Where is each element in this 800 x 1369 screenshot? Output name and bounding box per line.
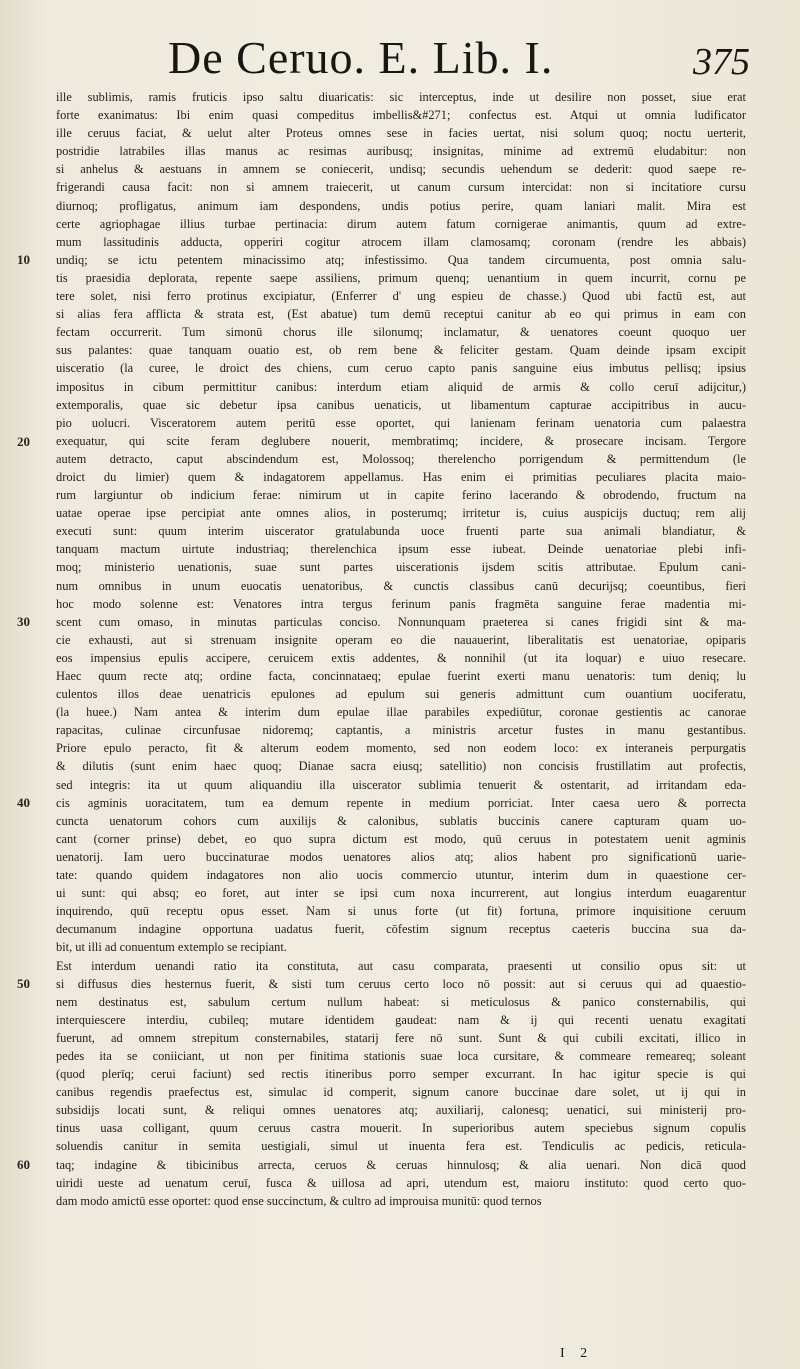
text-line: tis praesidia deplorata, repente saepe assiliens, primum quenq; uenantium in quem incurrit, cornu pe bbox=[56, 270, 746, 285]
line-number: 60 bbox=[17, 1157, 30, 1172]
text-line: moq; ministerio uenationis, suae sunt partes uiscerationis ijsdem scitis attributae. Epulum cani- bbox=[56, 560, 746, 575]
text-line: eos impensius epulis accipere, ceruicem extis addentes, & nonnihil (ut ita loquar) e uiuo resecare. bbox=[56, 650, 746, 665]
running-title: De Ceruo. E. Lib. I. bbox=[168, 32, 554, 83]
text-line: num omnibus in unum euocatis uenatoribus, & cunctis classibus canū decurijsq; coeuntibus, fieri bbox=[56, 578, 746, 593]
text-line: mum lassitudinis adducta, opperiri cogitur atrocem illam clamosamq; coronam (rendre les abbais) bbox=[56, 234, 746, 249]
text-line: ille sublimis, ramis fruticis ipso saltu diuaricatis: sic interceptus, inde ut desilire non posset, siue erat bbox=[56, 90, 746, 104]
text-line: fectam occurrerit. Tum simonū chorus ille silonumq; inclamatur, & uenatores coeunt quoquo uer bbox=[56, 325, 746, 340]
text-line: sed integris: ita ut quum aliquandiu illa uiscerator sublimia tenuerit & ostentarit, ad irritandam eda- bbox=[56, 777, 746, 792]
text-line: rum largiuntur ob indicium ferae: nimirum ut in capite ferino lacerando & obrodendo, fructum na bbox=[56, 488, 746, 503]
text-line: fuerunt, ad omnem strepitum consternabiles, statarij fere nō sunt. Sunt & qui cubili excitati, illico in bbox=[56, 1030, 746, 1045]
text-line: bit, ut illi ad conuentum extemplo se recipiant. bbox=[56, 940, 287, 955]
text-line: (la huee.) Nam antea & interim dum epulae illae parabiles expediūtur, coronae gestientis ac canorae bbox=[56, 705, 746, 720]
text-line: exequatur, qui scite feram deglubere nouerit, membratimq; incidere, & prosecare incisam. Tergore bbox=[56, 433, 746, 448]
text-line: & dilutis (sunt enim haec quoq; Dianae sacra eiusq; satellitio) non concisis frustillatim aut profectis, bbox=[56, 759, 746, 774]
text-line: soluendis canitur in semita uestigiali, simul ut inuenta fera est. Tendiculis ac pedicis, reticula- bbox=[56, 1139, 746, 1154]
text-line: droict du limier) quem & indagatorem appellamus. Has enim ei primitias peculiares placita maio- bbox=[56, 469, 746, 484]
text-line: culentos illos deae uenatricis epulones ad epulum sui generis admittunt cum ouantium uociferatu, bbox=[56, 687, 746, 702]
text-line: canibus regendis praefectus est, simulac id comperit, signum canore buccinae dare solet, ut ij qui in bbox=[56, 1085, 746, 1100]
text-line: tinus uasa colligant, quum ceruus castra mouerit. In superioribus autem speciebus signum copulis bbox=[56, 1121, 746, 1136]
text-line: sus palantes: quae tanquam ouatio est, ob rem bene & feliciter gestam. Quam deinde ipsam excipit bbox=[56, 343, 746, 358]
text-line: decumanum indagine opportuna uadatus fuerit, cōfestim signum receptus caeteris buccina sua da- bbox=[56, 922, 746, 937]
text-line: executi sunt: quum interim uiscerator gratulabunda uoce fruenti parte sua animali blandiatur, & bbox=[56, 524, 746, 539]
text-line: undiq; se ictu petentem minacissimo atq; infestissimo. Qua tandem circumuenta, post omnia salu- bbox=[56, 252, 746, 267]
text-line: ui sunt: qui absq; eo foret, aut inter se ipsi cum noxa incurrerent, aut longius interdum euagarentur bbox=[56, 886, 746, 901]
text-line: impositus in cibum permittitur canibus: interdum etiam aliquid de armis & collo ceruī adijcitur,) bbox=[56, 379, 746, 394]
text-line: uiridi ueste ad uenatum ceruī, fusca & uillosa ad apri, utendum est, maioru instituto: quod certo quo- bbox=[56, 1175, 746, 1190]
text-line: extemporalis, quae sic debetur ipsa canibus uenaticis, ut libamentum capturae accipitribus in aucu- bbox=[56, 397, 746, 412]
body-text bbox=[56, 88, 746, 1210]
text-line: inquirendo, quū receptu opus esset. Nam si unus forte (ut fit) fortuna, primore inquisitione ceruum bbox=[56, 904, 746, 919]
text-line: cis agminis uoracitatem, tum ea demum repente in medium porriciat. Inter caesa uero & porrecta bbox=[56, 795, 746, 810]
text-line: pio uolucri. Visceratorem autem peritū esse oportet, qui lanienam ferinam uenatoria cum palaestra bbox=[56, 415, 746, 430]
text-line: si diffusus dies hesternus fuerit, & sisti tum ceruus certo loco nō possit: aut si ceruus qui ad quaestio- bbox=[56, 976, 746, 991]
line-number: 30 bbox=[17, 614, 30, 629]
line-number: 20 bbox=[17, 434, 30, 449]
text-line: frigerandi causa facit: non si amnem traiecerit, ut canum cursum intercidat: non si incitatiore cursu bbox=[56, 180, 746, 195]
text-line: Est interdum uenandi ratio ita constituta, aut casu comparata, praesenti ut consilio opus sit: ut bbox=[56, 958, 746, 973]
signature-mark: I 2 bbox=[560, 1346, 594, 1361]
text-line: interquiescere interdiu, cubileq; mutare identidem gaudeat: nam & ij qui recenti uenatu exagitati bbox=[56, 1012, 746, 1027]
text-line: hoc modo solenne est: Venatores intra tergus ferinum panis fragmēta sanguine ferae madentia mi- bbox=[56, 596, 746, 611]
text-line: cuncta uenatorum cohors cum auxilijs & calonibus, sublatis buccinis canere capturam quam uo- bbox=[56, 813, 746, 828]
text-line: Haec quum recte atq; ordine facta, concinnataeq; epulae fuerint exerti manu uenatoris: tum deniq; lu bbox=[56, 669, 746, 683]
text-line: pedes ita se coniiciant, ut non per finitima stationis suae loca cursitare, & commeare remeareq; soleant bbox=[56, 1048, 746, 1063]
text-line: taq; indagine & tibicinibus arrecta, ceruos & ceruas hinnulosq; & alia uenari. Non dicā quod bbox=[56, 1157, 746, 1172]
text-line: Priore epulo peracto, fit & alterum eodem momento, sed non eodem loco: ex interaneis perpurgatis bbox=[56, 741, 746, 756]
text-line: rapacitas, culinae circunfusae nidoremq; captantis, a ministris arcetur fustes in manu gestantibus. bbox=[56, 723, 746, 738]
text-line: cant (corner prinse) debet, eo quo supra dictum est modo, quū ceruus in potestatem uenit agminis bbox=[56, 831, 746, 846]
text-line: si alias fera afflicta & strata est, (Est abatue) tum demū receptui canitur ab eo qui primus in eam con bbox=[56, 307, 746, 322]
page-header bbox=[168, 30, 760, 86]
line-number: 50 bbox=[17, 976, 30, 991]
text-line: ille ceruus faciat, & uelut alter Proteus omnes sese in facies uertat, nisi solum quoq; noctu uerterit, bbox=[56, 126, 746, 141]
text-line: tanquam mactum uirtute industriaq; therelenchica ipsum esse iubeat. Deinde uenatoriae plebi infi- bbox=[56, 542, 746, 557]
text-line: dam modo amictū esse oportet: quod ense succinctum, & cultro ad improuisa munitū: quod ternos bbox=[56, 1193, 542, 1208]
text-line: scent cum omaso, in minutas particulas conciso. Nonnunquam praeterea si canes frigidi sint & ma- bbox=[56, 614, 746, 629]
text-line: cie exhausti, aut si strenuam insignite operam eo die nauauerint, liberalitatis est uenatoriae, opiparis bbox=[56, 632, 746, 647]
text-line: autem detracto, caput abscindendum est, Molossoq; therelencho porrigendum & permittendum (le bbox=[56, 451, 746, 466]
text-line: certe agriophagae illius turbae pertinacia: dirum autem fatum cornigerae animantis, quum ad extre- bbox=[56, 216, 746, 231]
text-line: tate: quando quidem indagatores non alio uocis commercio utuntur, interim dum in quaestione cer- bbox=[56, 868, 746, 883]
text-line: uisceratio (la curee, le droict des chiens, cum ceruo capto panis sanguine eius imbutus pellisq; ipsius bbox=[56, 361, 746, 376]
line-number: 40 bbox=[17, 795, 30, 810]
text-line: tere solet, nisi ferro protinus excipiatur, (Enferrer d' ung espieu de chasse.) Quod ubi factū est, aut bbox=[56, 289, 746, 304]
text-line: uatae operae ipse percipiat ante omnes alios, in posterumq; irritetur is, cuius auspicijs ductuq; rem alij bbox=[56, 506, 746, 521]
text-line: diurnoq; profligatus, animum iam despondens, undis potius perire, quam laniari malit. Mira est bbox=[56, 198, 746, 213]
text-line: nem destinatus est, sabulum certum nullum habeat: si meticulosus & panico consternabilis, qui bbox=[56, 994, 746, 1009]
text-line: (quod plerīq; cerui faciunt) sed rectis itineribus porro semper excurrant. In hac igitur specie is qui bbox=[56, 1067, 746, 1082]
text-line: si anhelus & aestuans in amnem se coniecerit, undisq; secundis uehendum se dederit: quod saepe re- bbox=[56, 162, 746, 177]
page-number: 375 bbox=[693, 41, 750, 83]
text-line: forte exanimatus: Ibi enim quasi compeditus imbellis&#271; confectus est. Atqui ut omnia ludificator bbox=[56, 108, 746, 123]
line-number: 10 bbox=[17, 252, 30, 267]
text-line: subsidijs locati sunt, & reliqui omnes uenatores atq; auxiliarij, calonesq; uenatici, sui ministerij pro- bbox=[56, 1103, 746, 1118]
text-line: uenatorij. Iam uero buccinaturae modos uenatores alios atq; alios habent pro significationū uarie- bbox=[56, 849, 746, 864]
text-line: postridie latrabiles illas manus ac resimas auribusq; insignitas, minime ad extremū eludabitur: non bbox=[56, 144, 746, 159]
